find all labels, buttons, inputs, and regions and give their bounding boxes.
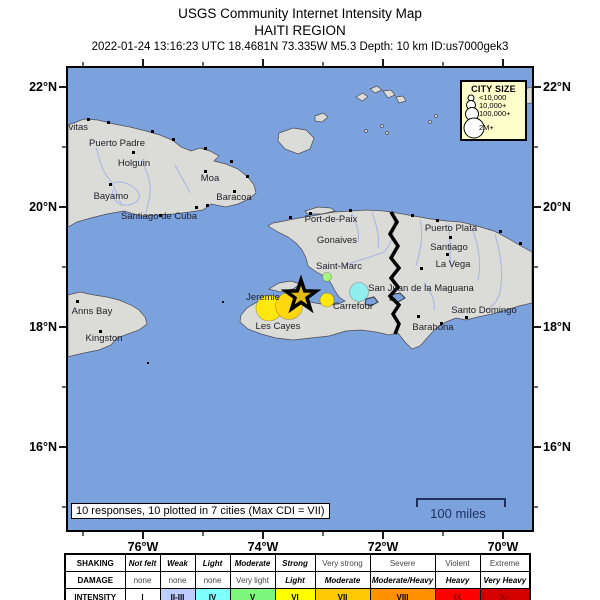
intensity-circle <box>323 273 332 282</box>
islet <box>429 121 432 124</box>
intensity-circle <box>350 283 369 302</box>
city-size-item: 10,000+ <box>479 101 507 110</box>
table-cell: Severe <box>370 554 435 572</box>
table-cell: Moderate <box>230 554 275 572</box>
intensity-legend-table <box>64 553 531 600</box>
city-label: Baracoa <box>216 192 252 203</box>
response-status-box: 10 responses, 10 plotted in 7 cities (Max CDI = VII) <box>71 503 330 519</box>
intensity-cell: IX <box>435 589 480 600</box>
table-cell: Moderate/Heavy <box>370 572 435 589</box>
map-plot-area <box>66 66 534 532</box>
lon-label: 76°W <box>127 540 159 554</box>
intensity-cell: VII <box>315 589 370 600</box>
lon-label: 72°W <box>367 540 399 554</box>
table-cell: Very light <box>230 572 275 589</box>
intensity-row <box>65 589 530 600</box>
city-label: Anns Bay <box>71 306 113 317</box>
lat-label: 16°N <box>29 440 57 454</box>
city-label: Kingston <box>85 333 123 344</box>
table-cell: Moderate <box>315 572 370 589</box>
city-label: Puerto Padre <box>89 138 145 149</box>
intensity-cell: V <box>230 589 275 600</box>
damage-row <box>65 572 530 589</box>
scale-bar-label: 100 miles <box>430 506 486 521</box>
city-label: Holguin <box>117 158 151 169</box>
city-label: Santo Domingo <box>451 305 517 316</box>
islet <box>435 115 438 118</box>
table-cell: Violent <box>435 554 480 572</box>
city-label: San Juan de la Maguana <box>368 283 474 294</box>
table-cell: none <box>125 572 160 589</box>
city-label: Jeremie <box>246 292 280 303</box>
region-title: HAITI REGION <box>254 23 346 38</box>
islet <box>386 132 389 135</box>
lat-label: 16°N <box>543 440 571 454</box>
lat-label: 18°N <box>543 320 571 334</box>
city-size-item: 2M+ <box>479 123 494 132</box>
table-cell: Extreme <box>480 554 530 572</box>
table-cell: Heavy <box>435 572 480 589</box>
lon-label: 70°W <box>487 540 519 554</box>
lat-label: 22°N <box>543 80 571 94</box>
table-row-label: DAMAGE <box>65 572 125 589</box>
table-cell: Light <box>195 554 230 572</box>
city-size-legend-title: CITY SIZE <box>471 84 516 94</box>
city-label: Gonaives <box>316 235 358 246</box>
table-cell: Very strong <box>315 554 370 572</box>
table-row-label: INTENSITY <box>65 589 125 600</box>
intensity-cell: X+ <box>480 589 530 600</box>
page-title: USGS Community Internet Intensity Map <box>178 6 422 21</box>
city-label: Moa <box>200 173 220 184</box>
table-cell: none <box>195 572 230 589</box>
intensity-circle <box>320 293 334 307</box>
lon-label: 74°W <box>247 540 279 554</box>
islet <box>365 130 368 133</box>
table-cell: Light <box>275 572 315 589</box>
city-size-item: <10,000 <box>479 93 507 102</box>
city-size-item: 100,000+ <box>479 109 511 118</box>
city-label: Puerto Plata <box>424 223 478 234</box>
table-cell: Not felt <box>125 554 160 572</box>
table-cell: none <box>160 572 195 589</box>
event-info-line: 2022-01-24 13:16:23 UTC 18.4681N 73.335W M5.3 Depth: 10 km ID:us7000gek3 <box>91 41 509 53</box>
city-label: Carrefour <box>332 301 374 312</box>
city-label: Santiago de Cuba <box>120 211 198 222</box>
lat-label: 22°N <box>29 80 57 94</box>
intensity-cell: II-III <box>160 589 195 600</box>
lat-label: 20°N <box>29 200 57 214</box>
city-size-legend <box>460 80 527 141</box>
city-label: Port-de-Paix <box>304 214 358 225</box>
intensity-cell: VIII <box>370 589 435 600</box>
city-label: Santiago <box>430 242 468 253</box>
shaking-row <box>65 554 530 572</box>
longitude-labels <box>128 540 519 554</box>
table-cell: Weak <box>160 554 195 572</box>
intensity-cell: IV <box>195 589 230 600</box>
city-label: Barahona <box>412 322 454 333</box>
table-cell: Strong <box>275 554 315 572</box>
lat-label: 20°N <box>543 200 571 214</box>
table-row-label: SHAKING <box>65 554 125 572</box>
city-label: La Vega <box>435 259 471 270</box>
city-label: Saint-Marc <box>316 261 362 272</box>
intensity-cell: VI <box>275 589 315 600</box>
lat-label: 18°N <box>29 320 57 334</box>
city-label: Bayamo <box>93 191 129 202</box>
intensity-cell: I <box>125 589 160 600</box>
city-label: vitas <box>68 122 89 133</box>
city-label: Les Cayes <box>255 321 301 332</box>
islet <box>381 125 384 128</box>
table-cell: Very Heavy <box>480 572 530 589</box>
